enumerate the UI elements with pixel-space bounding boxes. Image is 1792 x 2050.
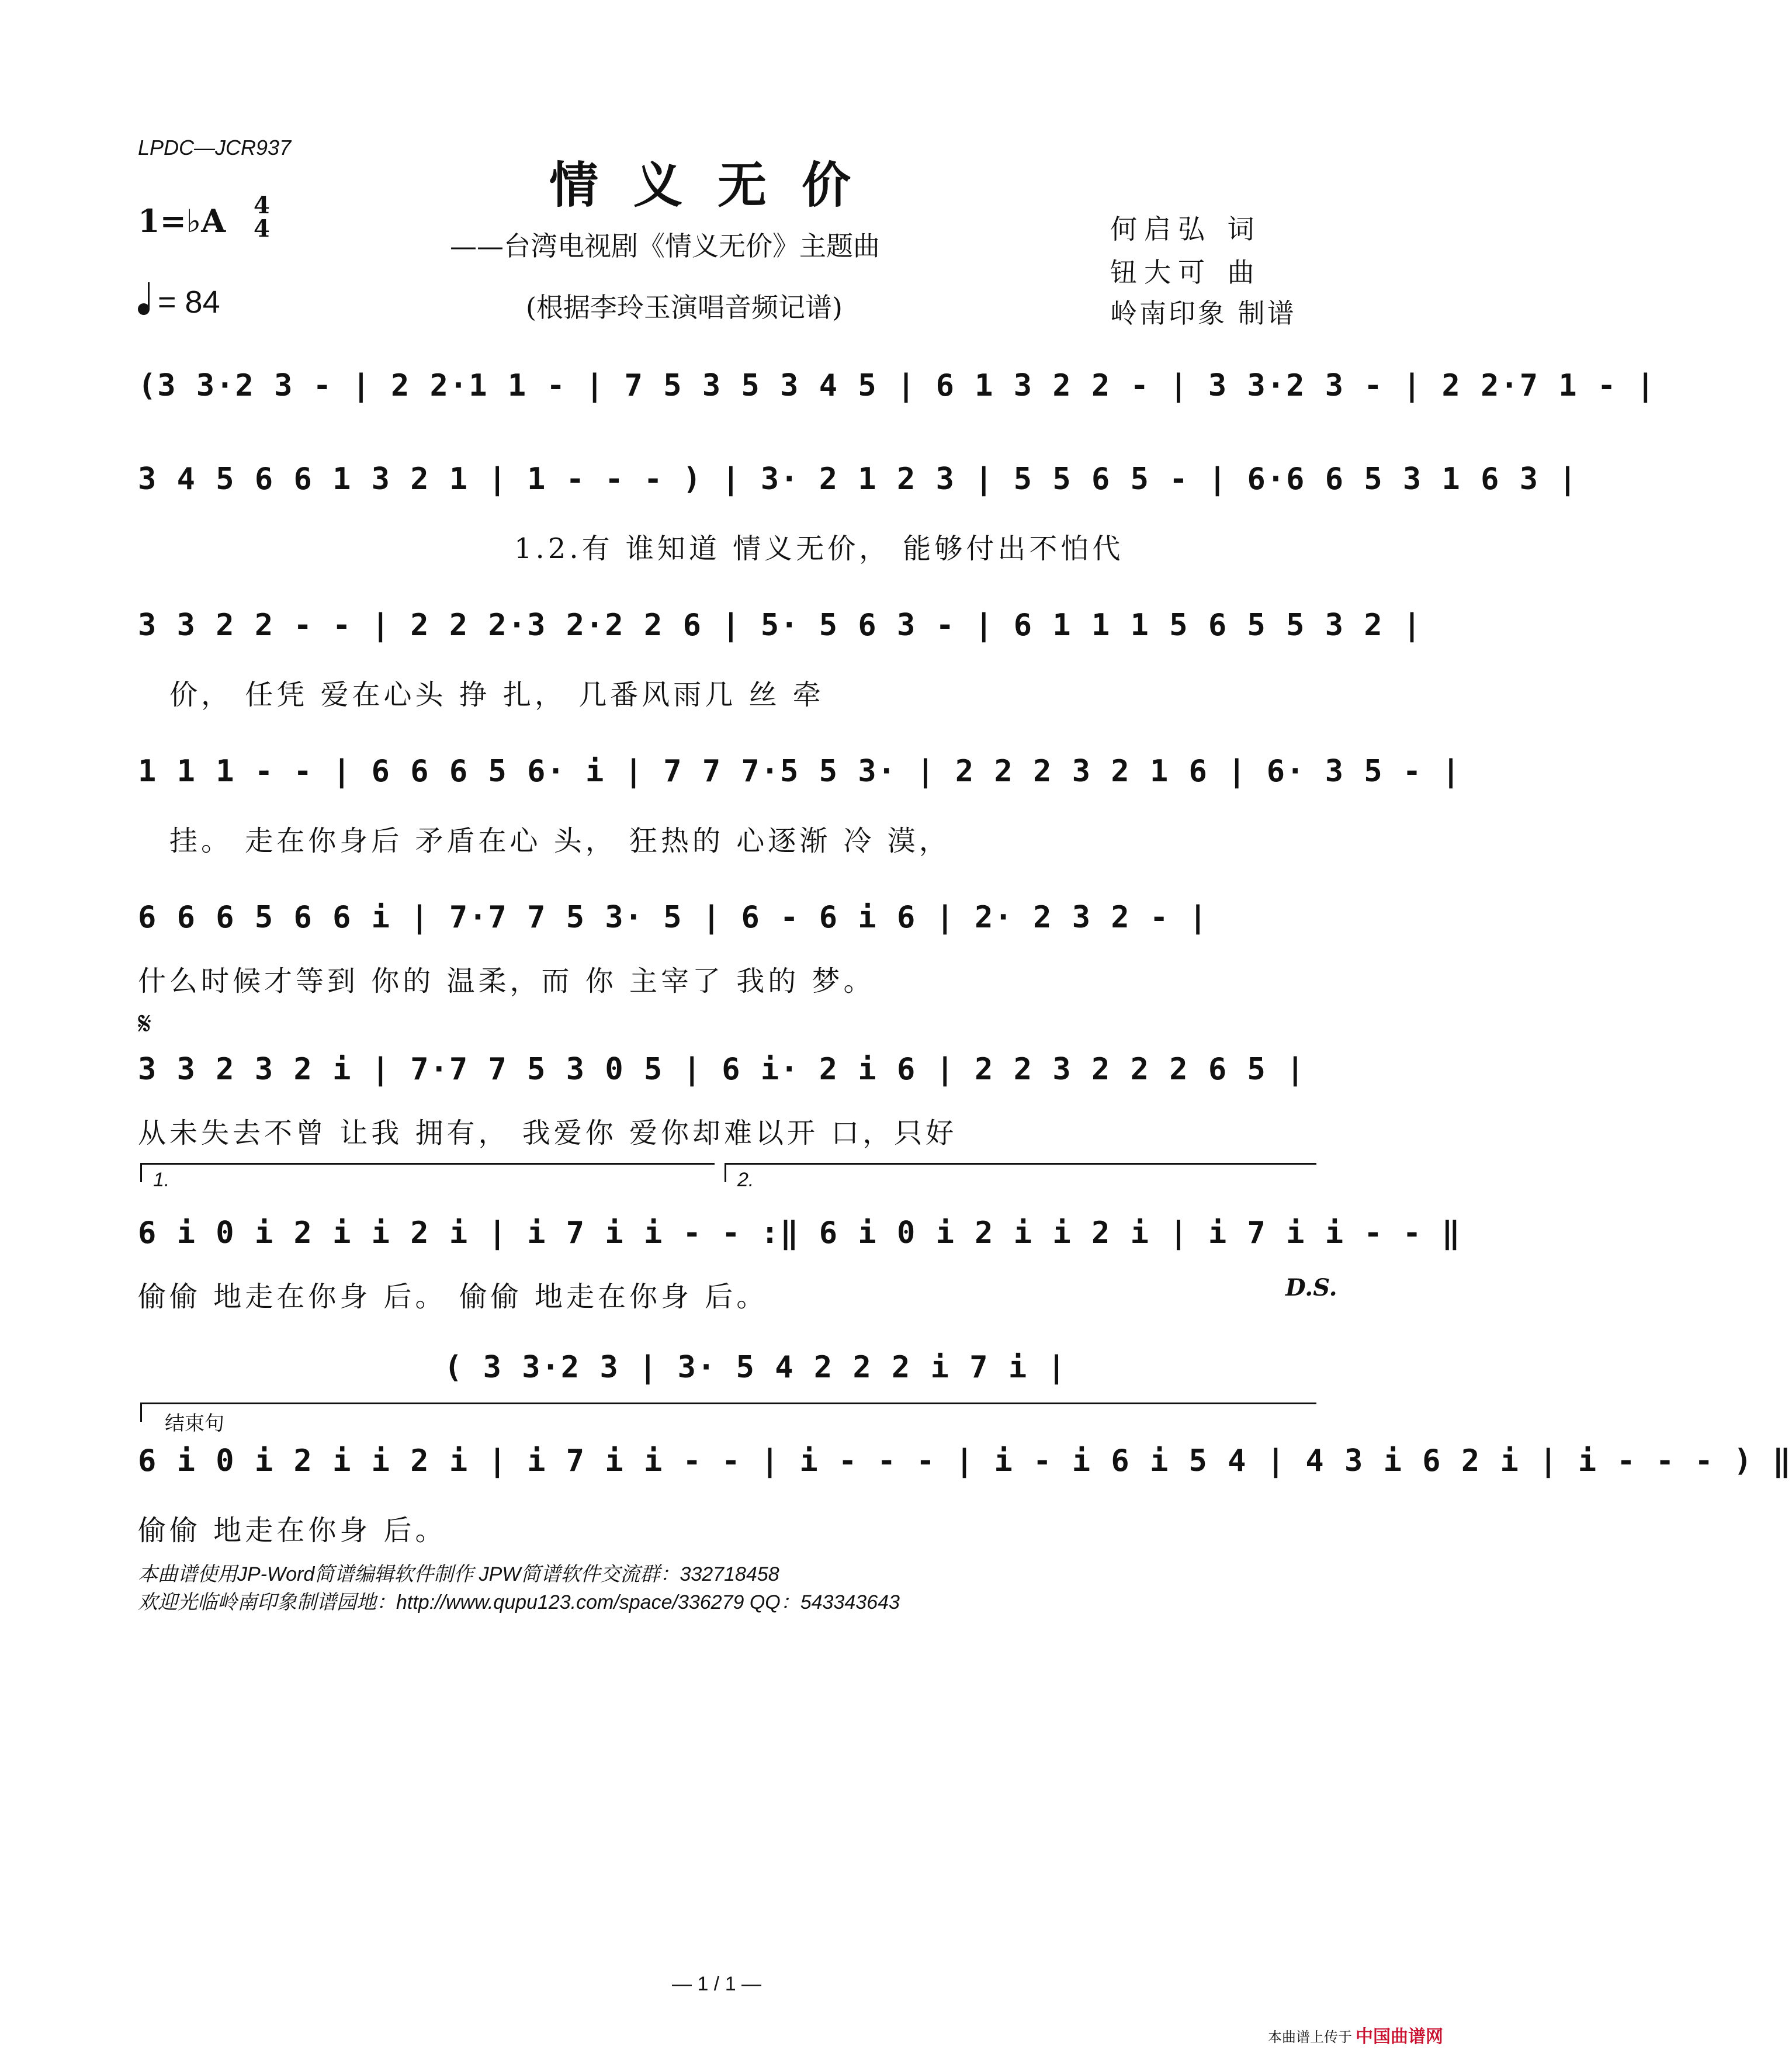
quarter-note-icon bbox=[138, 303, 150, 315]
key-signature: 1=♭A bbox=[138, 202, 226, 240]
meter-top: 4 bbox=[254, 192, 270, 219]
lyricist-credit: 何启弘 词 bbox=[1110, 213, 1261, 245]
lyrics-line-7: 偷偷 地走在你身 后。 偷偷 地走在你身 后。 bbox=[138, 1280, 768, 1313]
site-logo: 中国曲谱网 bbox=[1356, 2027, 1443, 2046]
music-line-6: 3 3 2 3 2 i | 7·7 7 5 3 0 5 | 6 i· 2 i 6 | 2 2 3 2 2 2 6 5 | bbox=[138, 1052, 1306, 1087]
music-line-8: ( 3 3·2 3 | 3· 5 4 2 2 2 i 7 i | bbox=[444, 1350, 1067, 1385]
music-line-1: (3 3·2 3 - | 2 2·1 1 - | 7 5 3 5 3 4 5 | 6 1 3 2 2 - | 3 3·2 3 - | 2 2·7 1 - | bbox=[138, 368, 1656, 403]
lyrics-line-2: 1.2.有 谁知道 情义无价， 能够付出不怕代 bbox=[514, 532, 1124, 565]
volta-2-label: 2. bbox=[737, 1169, 754, 1191]
page-number: — 1 / 1 — bbox=[672, 1973, 762, 1995]
lyrics-line-5: 什么时候才等到 你的 温柔，而 你 主宰了 我的 梦。 bbox=[138, 965, 875, 998]
dal-segno-mark: D.S. bbox=[1285, 1274, 1337, 1301]
music-line-3: 3 3 2 2 - - | 2 2 2·3 2·2 2 6 | 5· 5 6 3 - | 6 1 1 1 5 6 5 5 3 2 | bbox=[138, 608, 1423, 643]
upload-note: 本曲谱上传于 bbox=[1268, 2030, 1352, 2045]
page-title: 情义无价 bbox=[549, 156, 886, 214]
ending-label: 结束句 bbox=[165, 1412, 224, 1435]
volta-2-bracket bbox=[725, 1163, 1316, 1182]
meter-bottom: 4 bbox=[254, 215, 270, 243]
music-line-9: 6 i 0 i 2 i i 2 i | i 7 i i - - | i - - - | i - i 6 i 5 4 | 4 3 i 6 2 i | i - - - ) ‖ bbox=[138, 1443, 1792, 1478]
transcription-note: (根据李玲玉演唱音频记谱) bbox=[526, 292, 843, 323]
music-line-4: 1 1 1 - - | 6 6 6 5 6· i | 7 7 7·5 5 3· | 2 2 2 3 2 1 6 | 6· 3 5 - | bbox=[138, 754, 1461, 789]
composer-credit: 钮大可 曲 bbox=[1110, 257, 1261, 288]
volta-1-bracket bbox=[140, 1163, 715, 1182]
lyrics-line-9: 偷偷 地走在你身 后。 bbox=[138, 1514, 447, 1547]
volta-1-label: 1. bbox=[153, 1169, 170, 1191]
music-line-2: 3 4 5 6 6 1 3 2 1 | 1 - - - ) | 3· 2 1 2 3 | 5 5 6 5 - | 6·6 6 5 3 1 6 3 | bbox=[138, 462, 1578, 497]
footer-software-note: 本曲谱使用JP-Word简谱编辑软件制作 JPW简谱软件交流群：332718458 bbox=[138, 1563, 779, 1585]
score-code: LPDC—JCR937 bbox=[138, 136, 292, 160]
subtitle: ——台湾电视剧《情义无价》主题曲 bbox=[450, 230, 880, 262]
segno-sign: 𝄋 bbox=[138, 1005, 152, 1042]
lyrics-line-3: 价， 任凭 爱在心头 挣 扎， 几番风雨几 丝 牵 bbox=[169, 678, 824, 711]
ending-bracket bbox=[140, 1403, 1316, 1422]
music-line-5: 6 6 6 5 6 6 i | 7·7 7 5 3· 5 | 6 - 6 i 6 | 2· 2 3 2 - | bbox=[138, 900, 1208, 935]
footer-site-note: 欢迎光临岭南印象制谱园地：http://www.qupu123.com/space/336279 QQ：543343643 bbox=[138, 1591, 900, 1613]
lyrics-line-6: 从未失去不曾 让我 拥有， 我爱你 爱你却难以开 口，只好 bbox=[138, 1117, 958, 1149]
lyrics-line-4: 挂。 走在你身后 矛盾在心 头， 狂热的 心逐渐 冷 漠， bbox=[169, 825, 951, 857]
tempo-value: = 84 bbox=[158, 285, 220, 320]
arranger-credit: 岭南印象 制谱 bbox=[1110, 297, 1297, 329]
time-signature bbox=[254, 194, 270, 241]
tempo-marking bbox=[138, 284, 220, 320]
music-line-7: 6 i 0 i 2 i i 2 i | i 7 i i - - :‖ 6 i 0 i 2 i i 2 i | i 7 i i - - ‖ bbox=[138, 1216, 1461, 1251]
